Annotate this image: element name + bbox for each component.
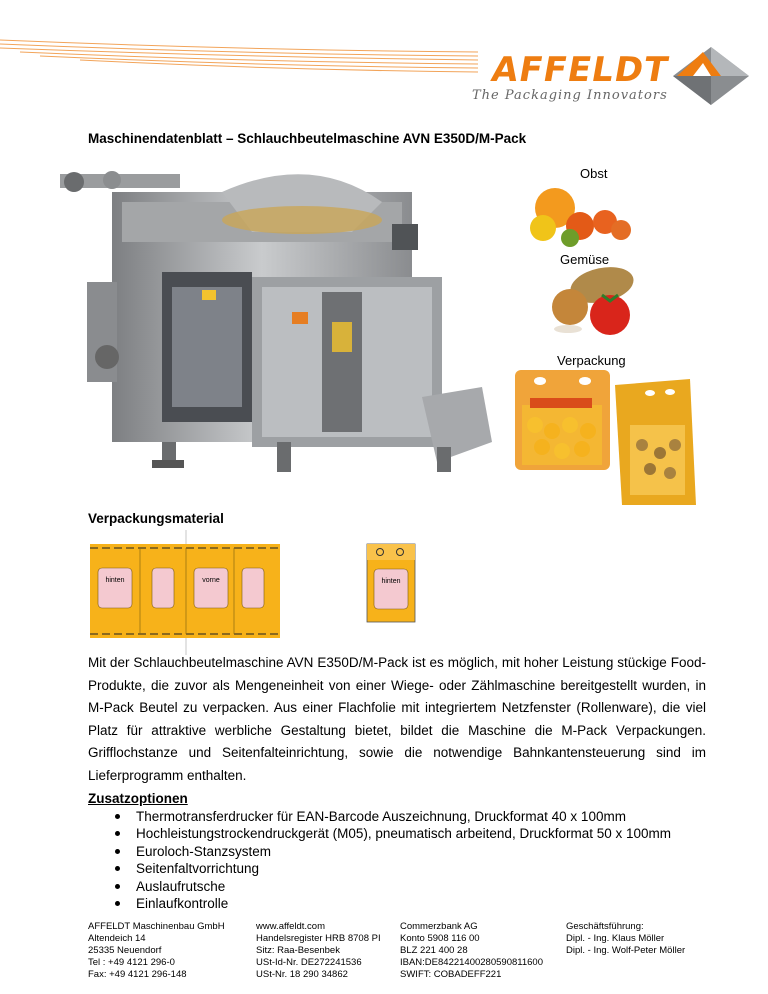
footer-registry [256, 921, 381, 981]
footer-management [566, 921, 685, 957]
company-logo-icon [673, 47, 749, 105]
caption-verpackung: Verpackung [557, 353, 626, 368]
footer-register: Handelsregister HRB 8708 PI [256, 933, 381, 944]
description-paragraph: Mit der Schlauchbeutelmaschine AVN E350D/M-Pack ist es möglich, mit hoher Leistung stückige Food-Produkte, die zuvor als Mengeneinheit von einer Wiege- oder Zählmaschine bereitgestellt wurden, in M-Pack Beutel zu verpacken. Aus einer Flachfolie mit integriertem Netzfenster (Rollenware), die viel Platz für attraktive werbliche Gestaltung bietet, bildet die Maschine die M-Pack Verpackungen. Grifflochstanze und Seitenfalteinrichtung, sowie die notwendige Bahnkantensteuerung sind im Lieferprogramm enthalten. [88, 655, 706, 783]
header-swoosh-lines [0, 0, 480, 110]
company-tagline: The Packaging Innovators [472, 88, 668, 103]
film-web-diagram [90, 530, 300, 655]
footer-company [88, 921, 225, 981]
caption-obst: Obst [580, 166, 608, 181]
packaging-material-heading: Verpackungsmaterial [88, 511, 224, 526]
option-item: Euroloch-Stanzsystem [118, 843, 671, 860]
packaging-bags-photo [510, 365, 700, 510]
additional-options-list [118, 808, 671, 912]
footer-seat: Sitz: Raa-Besenbek [256, 945, 340, 956]
footer-city: 25335 Neuendorf [88, 945, 162, 956]
footer-manager: Dipl. - Ing. Klaus Möller [566, 933, 665, 944]
footer-street: Altendeich 14 [88, 933, 146, 944]
option-item: Seitenfaltvorrichtung [118, 860, 671, 877]
machine-photo [52, 162, 492, 504]
footer-iban: IBAN:DE84221400280590811600 [400, 957, 543, 968]
document-title: Maschinendatenblatt – Schlauchbeutelmaschine AVN E350D/M-Pack [88, 131, 527, 146]
footer-manager: Dipl. - Ing. Wolf-Peter Möller [566, 945, 686, 956]
footer-bank [400, 921, 543, 981]
vegetable-photo [540, 263, 640, 338]
additional-options-heading: Zusatzoptionen [88, 791, 188, 806]
fruit-photo [525, 180, 635, 250]
footer-vat-id: USt-Id-Nr. DE272241536 [256, 957, 362, 968]
footer-company-name: AFFELDT Maschinenbau GmbH [88, 921, 225, 932]
footer-website-link[interactable]: www.affeldt.com [256, 921, 325, 932]
option-item: Thermotransferdrucker für EAN-Barcode Auszeichnung, Druckformat 40 x 100mm [118, 808, 671, 825]
option-item: Einlaufkontrolle [118, 895, 671, 912]
bag-label-hinten: hinten [381, 578, 401, 585]
option-item: Auslaufrutsche [118, 878, 671, 895]
bag-diagram [366, 543, 416, 623]
film-label-hinten: hinten [105, 577, 125, 584]
footer-account: Konto 5908 116 00 [400, 933, 480, 944]
footer-swift: SWIFT: COBADEFF221 [400, 969, 502, 980]
footer-fax: Fax: +49 4121 296-148 [88, 969, 187, 980]
footer-tax-no: USt-Nr. 18 290 34862 [256, 969, 348, 980]
footer-bank-name: Commerzbank AG [400, 921, 478, 932]
footer-phone: Tel : +49 4121 296-0 [88, 957, 175, 968]
option-item: Hochleistungstrockendruckgerät (M05), pneumatisch arbeitend, Druckformat 50 x 100mm [118, 825, 671, 842]
film-label-vorne: vorne [202, 577, 220, 584]
company-logo-wordmark: AFFELDT [488, 50, 672, 90]
footer-blz: BLZ 221 400 28 [400, 945, 468, 956]
caption-gemuese: Gemüse [560, 252, 610, 267]
footer-management-label: Geschäftsführung: [566, 921, 644, 932]
